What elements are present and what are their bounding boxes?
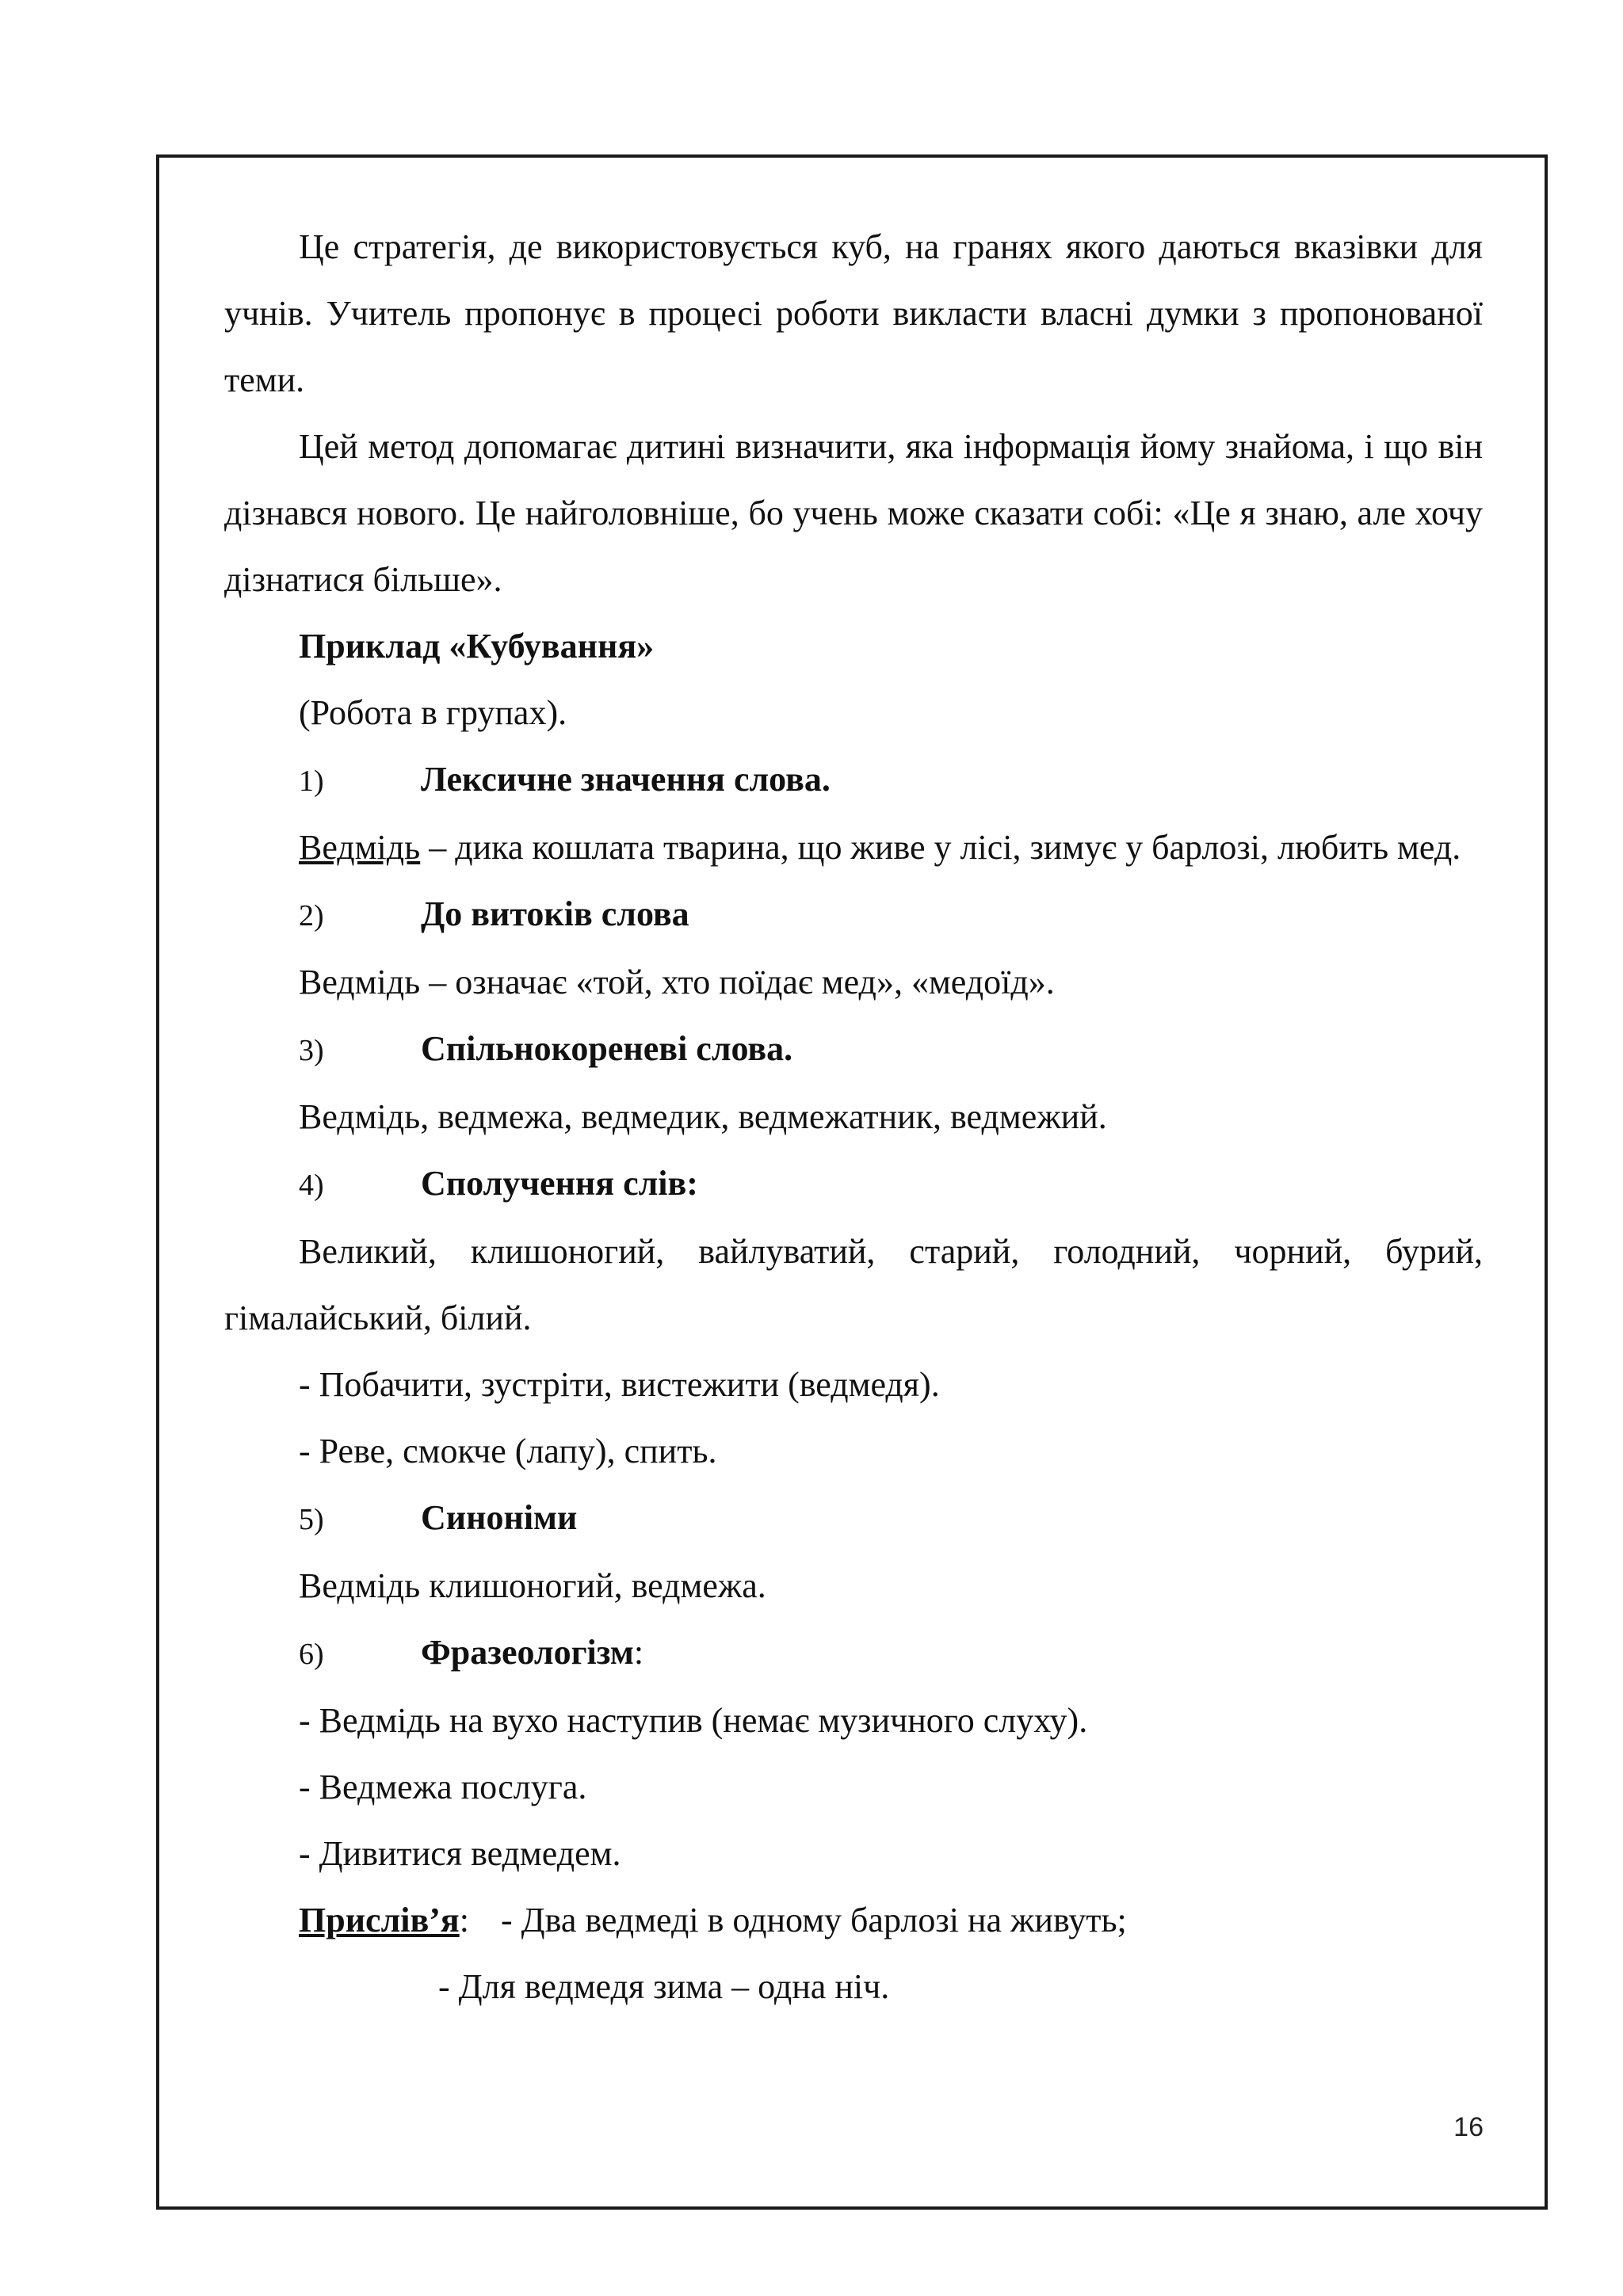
section-title: Лексичне значення слова. xyxy=(421,760,831,799)
section-title-suffix: : xyxy=(633,1633,644,1672)
section-number: 1) xyxy=(299,765,324,798)
cognates-text: Ведмідь, ведмежа, ведмедик, ведмежатник, ведмежий. xyxy=(299,1097,1107,1136)
section-title: Фразеологізм xyxy=(421,1633,634,1672)
section-heading xyxy=(224,881,1483,949)
document-body xyxy=(224,214,1483,2020)
group-work-note: (Робота в групах). xyxy=(299,693,567,732)
page-number: 16 xyxy=(1453,2112,1484,2142)
section-number: 6) xyxy=(299,1638,324,1671)
proverb: - Два ведмеді в одному барлозі на живуть; xyxy=(500,1901,1127,1939)
method-paragraph: Цей метод допомагає дитині визначити, яка інформація йому знайома, і що він дізнався нового. Це найголовніше, бо учень може сказати собі: «Це я знаю, але хочу дізнатися більше». xyxy=(224,427,1483,599)
section-heading xyxy=(224,1016,1483,1084)
section-number: 5) xyxy=(299,1503,324,1536)
idiom-line: - Дивитися ведмедем. xyxy=(299,1834,621,1873)
lexical-meaning-text xyxy=(224,814,1483,881)
proverbs-colon: : xyxy=(459,1901,469,1939)
example-title: Приклад «Кубування» xyxy=(299,627,655,666)
section-heading xyxy=(224,746,1483,814)
section-title: До витоків слова xyxy=(421,894,689,933)
lexical-word: Ведмідь xyxy=(299,828,421,867)
verbs-line: - Побачити, зустріти, вистежити (ведмедя). xyxy=(299,1365,940,1404)
synonyms-text: Ведмідь клишоногий, ведмежа. xyxy=(299,1566,766,1605)
adjectives-text: Великий, клишоногий, вайлуватий, старий, голодний, чорний, бурий, гімалайський, білий. xyxy=(224,1232,1483,1337)
proverb: - Для ведмедя зима – одна ніч. xyxy=(438,1967,890,2006)
section-number: 4) xyxy=(299,1169,324,1202)
verbs-line: - Реве, смокче (лапу), спить. xyxy=(299,1432,717,1470)
lexical-definition: – дика кошлата тварина, що живе у лісі, зимує у барлозі, любить мед. xyxy=(420,828,1461,867)
proverbs-label: Прислів’я xyxy=(299,1901,460,1939)
section-heading xyxy=(224,1150,1483,1219)
origin-text: Ведмідь – означає «той, хто поїдає мед», «медоїд». xyxy=(299,963,1055,1001)
section-heading xyxy=(224,1485,1483,1553)
section-title: Синоніми xyxy=(421,1498,578,1537)
proverbs-line xyxy=(224,1887,1483,1954)
idiom-line: - Ведмежа послуга. xyxy=(299,1768,587,1806)
intro-paragraph: Це стратегія, де використовується куб, на гранях якого даються вказівки для учнів. Учитель пропонує в процесі роботи викласти власні думки з пропонованої теми. xyxy=(224,227,1483,399)
idiom-line: - Ведмідь на вухо наступив (немає музичного слуху). xyxy=(299,1701,1088,1740)
section-number: 2) xyxy=(299,899,324,933)
section-heading xyxy=(224,1619,1483,1688)
section-title: Сполучення слів: xyxy=(421,1164,698,1203)
section-title: Спільнокореневі слова. xyxy=(421,1029,793,1068)
section-number: 3) xyxy=(299,1034,324,1067)
